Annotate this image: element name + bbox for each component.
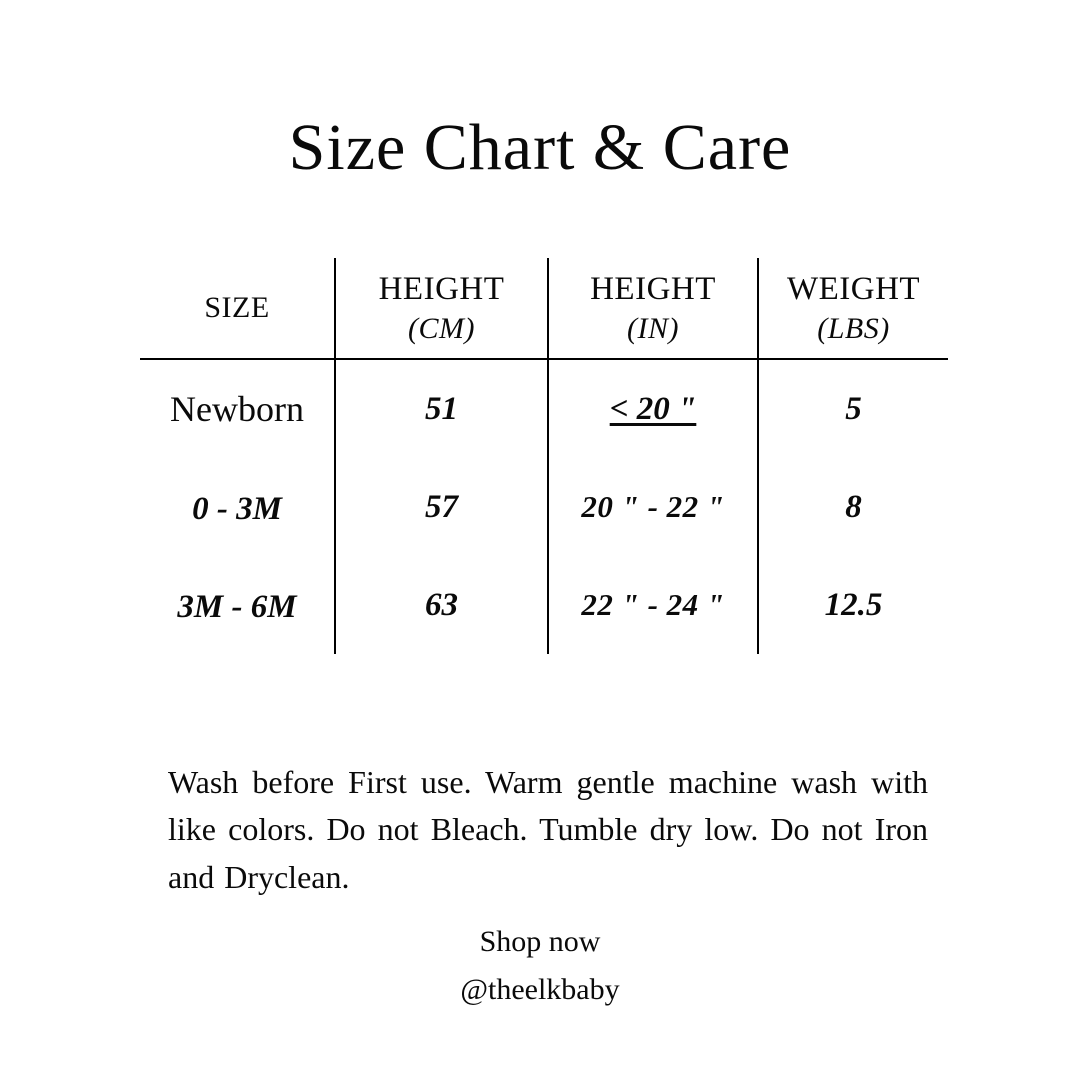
table-header bbox=[140, 258, 948, 359]
care-instructions: Wash before First use. Warm gentle machine wash with like colors. Do not Bleach. Tumble dry low. Do not Iron and Dryclean. bbox=[168, 764, 928, 895]
cell-size bbox=[140, 458, 335, 556]
column-header-height-in-unit: (IN) bbox=[627, 311, 679, 345]
cell-height-in-value: 22 " - 24 " bbox=[581, 587, 725, 622]
column-header-height-cm bbox=[335, 258, 548, 359]
cell-height-in bbox=[548, 458, 758, 556]
cell-height-cm bbox=[335, 458, 548, 556]
column-header-height-in bbox=[548, 258, 758, 359]
column-header-weight-lbs-label: WEIGHT bbox=[786, 270, 921, 307]
cell-size bbox=[140, 359, 335, 458]
size-chart-table-container bbox=[140, 258, 948, 654]
cell-height-cm-value: 51 bbox=[425, 391, 458, 427]
cell-height-in bbox=[548, 556, 758, 654]
page-title: Size Chart & Care bbox=[288, 111, 792, 184]
table-header-row bbox=[140, 258, 948, 359]
cell-height-cm-value: 63 bbox=[425, 587, 458, 623]
table-row bbox=[140, 556, 948, 654]
cell-height-cm bbox=[335, 359, 548, 458]
column-header-height-in-label: HEIGHT bbox=[590, 270, 716, 307]
column-header-weight-lbs bbox=[758, 258, 948, 359]
shop-now-cta[interactable]: Shop now bbox=[479, 925, 601, 958]
table-row bbox=[140, 359, 948, 458]
footer bbox=[0, 918, 1080, 1014]
cell-weight-lbs bbox=[758, 458, 948, 556]
cell-weight-lbs-value: 12.5 bbox=[824, 587, 883, 623]
cell-weight-lbs bbox=[758, 556, 948, 654]
cell-weight-lbs-value: 5 bbox=[845, 391, 862, 427]
column-header-weight-lbs-unit: (LBS) bbox=[817, 311, 890, 345]
column-header-size bbox=[140, 258, 335, 359]
column-header-height-cm-label: HEIGHT bbox=[378, 270, 505, 307]
size-chart-table bbox=[140, 258, 948, 654]
cell-height-in-value: 20 " - 22 " bbox=[581, 489, 725, 524]
cell-size-value: 0 - 3M bbox=[192, 491, 282, 527]
cell-height-cm bbox=[335, 556, 548, 654]
table-body bbox=[140, 359, 948, 654]
instagram-handle[interactable]: @theelkbaby bbox=[460, 973, 620, 1006]
cell-height-in-value: < 20 " bbox=[609, 391, 697, 427]
cell-size bbox=[140, 556, 335, 654]
cell-weight-lbs bbox=[758, 359, 948, 458]
cell-size-value: 3M - 6M bbox=[177, 589, 297, 625]
column-header-size-label: SIZE bbox=[204, 291, 270, 325]
cell-size-value: Newborn bbox=[170, 389, 304, 429]
cell-weight-lbs-value: 8 bbox=[845, 489, 862, 525]
column-header-height-cm-unit: (CM) bbox=[408, 311, 475, 345]
table-row bbox=[140, 458, 948, 556]
cell-height-in bbox=[548, 359, 758, 458]
cell-height-cm-value: 57 bbox=[425, 489, 458, 525]
